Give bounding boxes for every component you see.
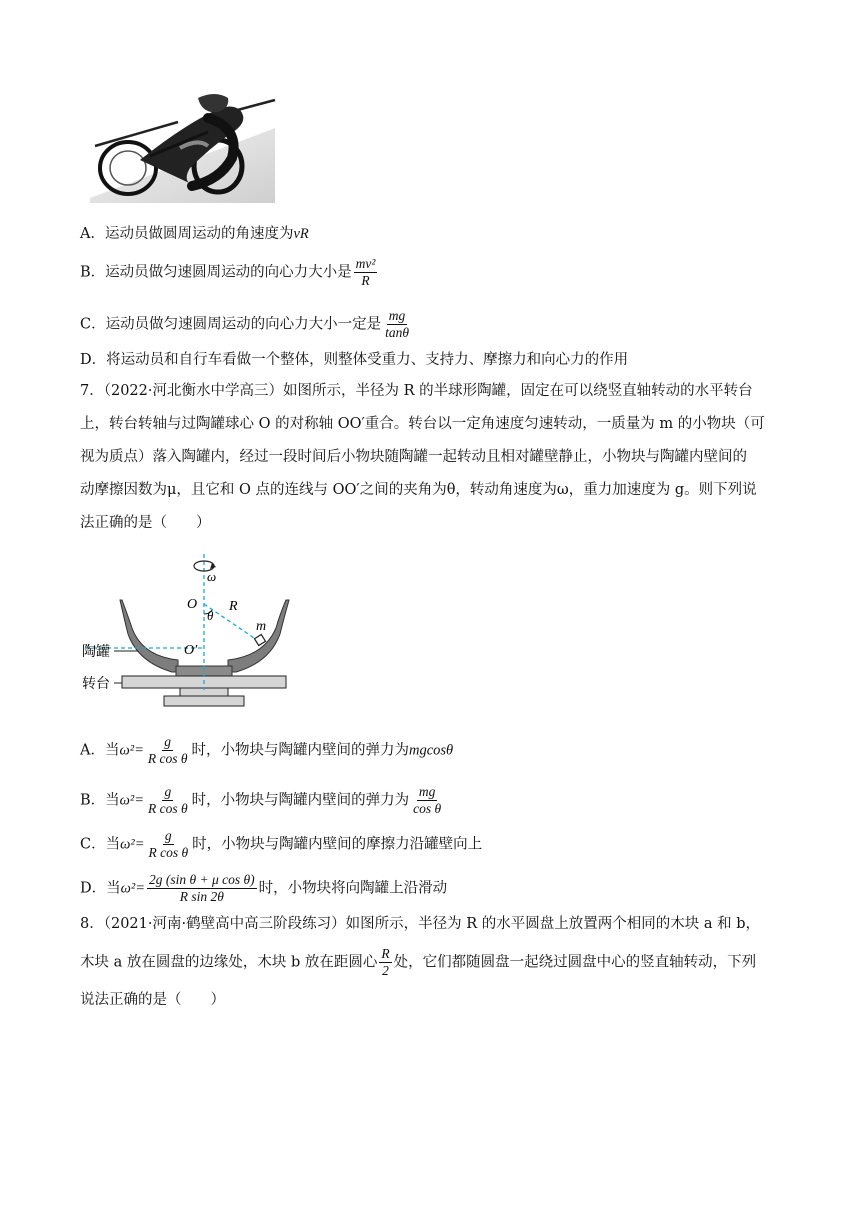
- option-text: 时，小物块与陶罐内壁间的弹力为: [191, 792, 410, 809]
- label-Oprime: O′: [184, 643, 198, 658]
- fraction-numerator: R: [381, 946, 390, 961]
- option-letter: C．: [80, 316, 106, 333]
- q7-stem-line: 上，转台转轴与过陶罐球心 O 的对称轴 OO′重合。转台以一定角速度匀速转动，一质量为 m 的小物块（可: [80, 416, 765, 432]
- option-when: 当: [105, 836, 121, 853]
- option-letter: A．: [80, 226, 105, 242]
- option-when: 当: [106, 880, 121, 897]
- q6-option-c[interactable]: [80, 308, 413, 341]
- fraction: [146, 828, 190, 861]
- option-text: 将运动员和自行车看做一个整体，则整体受重力、支持力、摩擦力和向心力的作用: [106, 352, 629, 368]
- q7-option-a[interactable]: [80, 734, 453, 767]
- jar-turntable-diagram: [80, 548, 300, 716]
- fraction-denominator: R cos θ: [148, 801, 188, 816]
- option-letter: B．: [80, 264, 106, 281]
- option-when: 当: [105, 792, 120, 809]
- option-lhs: ω²=: [119, 742, 144, 759]
- q7-stem: [80, 375, 780, 540]
- q7-stem-line: 法正确的是（ ）: [80, 515, 211, 531]
- fraction-numerator: 2g (sin θ + μ cos θ): [149, 872, 255, 887]
- option-lhs: ω²=: [119, 792, 145, 809]
- option-expr: vR: [293, 226, 309, 242]
- fraction-numerator: mv²: [355, 256, 376, 271]
- label-R: R: [229, 599, 238, 614]
- fraction: [379, 946, 391, 979]
- q8-stem-line3: [80, 990, 225, 1010]
- fraction-numerator: mg: [418, 784, 436, 799]
- fraction-denominator: cos θ: [413, 801, 442, 816]
- fraction: [411, 784, 443, 817]
- fraction: [354, 256, 378, 289]
- option-text: 运动员做匀速圆周运动的向心力大小一定是: [105, 316, 382, 333]
- option-letter: B．: [80, 792, 106, 809]
- q8-stem-text: 说法正确的是（ ）: [80, 992, 225, 1008]
- option-when: 当: [104, 742, 120, 759]
- fraction-numerator: g: [164, 734, 172, 749]
- label-jar: 陶罐: [82, 644, 110, 660]
- fraction-numerator: g: [164, 828, 172, 843]
- fraction: [146, 784, 190, 817]
- option-letter: C．: [80, 836, 106, 853]
- option-letter: A．: [80, 742, 105, 759]
- option-lhs: ω²=: [120, 880, 146, 897]
- q6-option-a[interactable]: [80, 224, 309, 244]
- option-letter: D．: [80, 352, 107, 368]
- option-text: 时，小物块将向陶罐上沿滑动: [258, 880, 448, 897]
- fraction-denominator: 2: [382, 963, 389, 978]
- cyclist-photo: [80, 88, 280, 203]
- option-lhs: ω²=: [120, 836, 145, 853]
- label-m: m: [256, 619, 267, 634]
- q8-stem-line2: [80, 946, 756, 979]
- label-theta: θ: [207, 608, 214, 623]
- block-m: [254, 634, 265, 645]
- fraction-numerator: g: [164, 784, 172, 799]
- option-letter: D．: [80, 880, 107, 897]
- q7-option-c[interactable]: [80, 828, 482, 861]
- fraction-denominator: R cos θ: [148, 845, 189, 860]
- fraction-denominator: R cos θ: [147, 751, 188, 766]
- q6-option-b[interactable]: [80, 256, 379, 289]
- fraction-denominator: R sin 2θ: [179, 889, 224, 904]
- q8-stem-text: 8．（2021·河南·鹤壁高中高三阶段练习）如图所示，半径为 R 的水平圆盘上放置两个相同的木块 a 和 b，: [80, 916, 760, 932]
- fraction-denominator: tanθ: [385, 325, 409, 340]
- fraction: [147, 872, 257, 905]
- q8-stem-text: 处，它们都随圆盘一起绕过圆盘中心的竖直轴转动，下列: [393, 954, 757, 971]
- q8-stem-line1: [80, 914, 760, 934]
- option-text: 运动员做圆周运动的角速度为: [104, 226, 294, 242]
- label-omega: ω: [207, 569, 217, 584]
- fraction: [383, 308, 411, 341]
- q7-option-b[interactable]: [80, 784, 445, 817]
- q7-option-d[interactable]: [80, 872, 447, 905]
- q7-stem-line: 视为质点）落入陶罐内，经过一段时间后小物块随陶罐一起转动且相对罐壁静止，小物块与陶罐内壁间的: [80, 449, 747, 465]
- label-O: O: [187, 597, 198, 612]
- q8-stem-text: 木块 a 放在圆盘的边缘处，木块 b 放在距圆心: [80, 954, 378, 971]
- option-text: 时，小物块与陶罐内壁间的弹力为: [191, 742, 409, 759]
- turntable-base: [164, 696, 244, 706]
- q6-option-d[interactable]: [80, 350, 628, 370]
- q7-stem-line: 动摩擦因数为μ，且它和 O 点的连线与 OO′之间的夹角为θ，转动角速度为ω，重力加速度为 g。则下列说: [80, 482, 757, 498]
- fraction: [146, 734, 190, 767]
- fraction-numerator: mg: [388, 308, 406, 323]
- q7-stem-line: 7．（2022·河北衡水中学高三）如图所示，半径为 R 的半球形陶罐，固定在可以绕竖直轴转动的水平转台: [80, 383, 753, 399]
- fraction-denominator: R: [361, 273, 370, 288]
- option-text: 运动员做匀速圆周运动的向心力大小是: [105, 264, 352, 281]
- option-expr: mgcosθ: [408, 742, 454, 759]
- label-turntable: 转台: [82, 676, 110, 692]
- option-text: 时，小物块与陶罐内壁间的摩擦力沿罐壁向上: [192, 836, 483, 853]
